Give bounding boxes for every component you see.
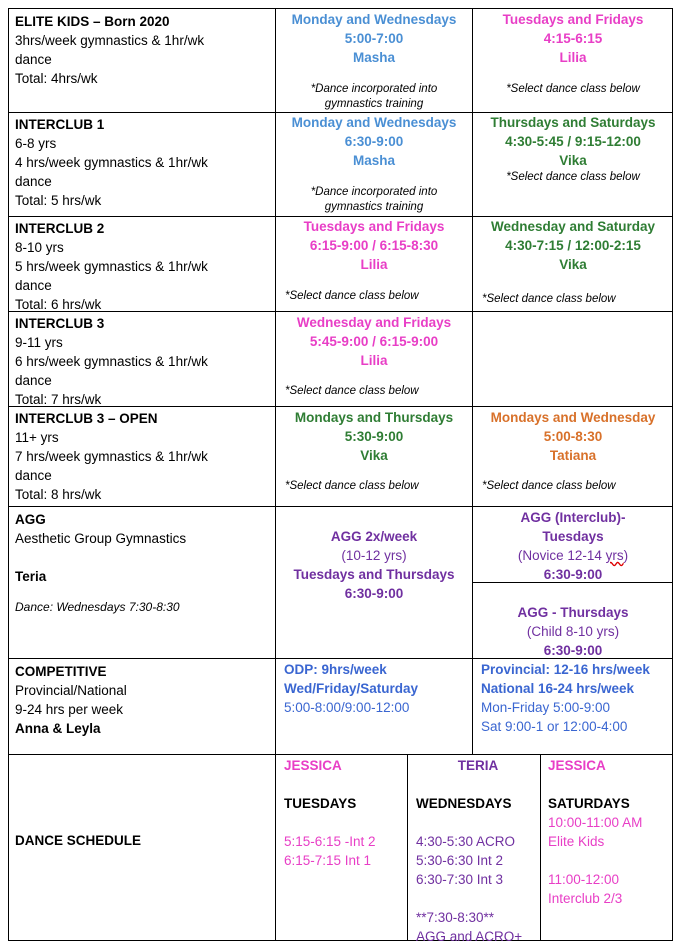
- class-coach: Vika: [559, 257, 587, 272]
- dance-time: 5:30-6:30 Int 2: [416, 853, 504, 868]
- class-days: Thursdays and Saturdays: [490, 115, 656, 130]
- class-days: Tuesdays and Fridays: [502, 12, 644, 27]
- instructor-name: TERIA: [457, 758, 499, 773]
- note-line: gymnastics training: [324, 98, 424, 110]
- program-title: AGG: [15, 512, 46, 527]
- class-time: 6:30-9:00: [344, 586, 404, 601]
- program-line: Total: 5 hrs/wk: [15, 193, 102, 208]
- dance-note: *Select dance class below: [285, 290, 419, 302]
- class-time: Sat 9:00-1 or 12:00-4:00: [481, 719, 628, 734]
- row-divider: [8, 506, 673, 507]
- class-days: Mondays and Thursdays: [294, 410, 454, 425]
- program-line: 6-8 yrs: [15, 136, 57, 151]
- program-title: INTERCLUB 2: [15, 221, 105, 236]
- program-line: Provincial/National: [15, 683, 127, 698]
- dance-note: *Select dance class below: [506, 83, 640, 95]
- dance-time: Elite Kids: [548, 834, 605, 849]
- border-dance-a: [407, 754, 408, 941]
- dance-day: WEDNESDAYS: [416, 796, 512, 811]
- class-name: AGG (Interclub)-: [520, 510, 626, 525]
- agg-dance-note: Dance: Wednesdays 7:30-8:30: [15, 600, 180, 614]
- class-age-unit: yrs: [605, 548, 624, 563]
- class-time: 5:30-9:00: [344, 429, 404, 444]
- class-time: 6:15-9:00 / 6:15-8:30: [309, 238, 439, 253]
- border-top: [8, 8, 673, 9]
- class-days: Wed/Friday/Saturday: [284, 681, 419, 696]
- border-bottom: [8, 940, 673, 941]
- class-time: 4:30-5:45 / 9:15-12:00: [505, 134, 641, 149]
- program-line: Total: 8 hrs/wk: [15, 487, 102, 502]
- dance-time: 10:00-11:00 AM: [548, 815, 643, 830]
- class-age: (Child 8-10 yrs): [526, 624, 620, 639]
- dance-note: *Select dance class below: [482, 480, 616, 492]
- instructor-name: JESSICA: [284, 758, 342, 773]
- agg-option-3: [473, 603, 673, 660]
- class-name: Provincial: 12-16 hrs/week: [481, 662, 650, 677]
- dance-time: 6:30-7:30 Int 3: [416, 872, 504, 887]
- class-time: 5:45-9:00 / 6:15-9:00: [309, 334, 439, 349]
- interclub-2-option-2: [473, 217, 673, 274]
- dance-day: SATURDAYS: [548, 796, 630, 811]
- class-time: 4:15-6:15: [543, 31, 603, 46]
- class-coach: Tatiana: [549, 448, 597, 463]
- class-name: ODP: 9hrs/week: [284, 662, 387, 677]
- dance-col-teria-wed: [416, 756, 540, 946]
- dance-note: [276, 185, 472, 215]
- class-age: (10-12 yrs): [341, 548, 407, 563]
- elite-kids-info: [0, 10, 275, 88]
- program-title: COMPETITIVE: [15, 664, 107, 679]
- program-line: Total: 6 hrs/wk: [15, 297, 102, 312]
- agg-option-2: [473, 508, 673, 584]
- program-line: 11+ yrs: [15, 430, 59, 445]
- dance-col-jessica-sat: [548, 756, 672, 908]
- dance-time: 4:30-5:30 ACRO: [416, 834, 516, 849]
- interclub-3-open-info: [0, 407, 275, 504]
- dance-note: [276, 82, 472, 112]
- dance-time: Interclub 2/3: [548, 891, 623, 906]
- class-coach: Lilia: [360, 353, 388, 368]
- class-days: Wednesday and Fridays: [296, 315, 452, 330]
- dance-day: TUESDAYS: [284, 796, 357, 811]
- interclub-1-info: [0, 113, 275, 210]
- class-time: 4:30-7:15 / 12:00-2:15: [505, 238, 641, 253]
- program-title: ELITE KIDS – Born 2020: [15, 14, 170, 29]
- program-line: dance: [15, 468, 52, 483]
- dance-schedule-label: DANCE SCHEDULE: [15, 833, 142, 848]
- interclub-1-option-2: [473, 113, 673, 170]
- class-days: Monday and Wednesdays: [291, 115, 457, 130]
- class-time: Mon-Friday 5:00-9:00: [481, 700, 611, 715]
- class-days: Tuesdays: [542, 529, 604, 544]
- dance-time: 5:15-6:15 -Int 2: [284, 834, 376, 849]
- dance-note: *Select dance class below: [482, 293, 616, 305]
- interclub-3-open-option-1: [276, 408, 472, 465]
- program-title: INTERCLUB 3 – OPEN: [15, 411, 158, 426]
- dance-note: *Select dance class below: [285, 480, 419, 492]
- program-line: 5 hrs/week gymnastics & 1hr/wk: [15, 259, 208, 274]
- class-age-close: ): [623, 548, 629, 563]
- note-line: gymnastics training: [324, 201, 424, 213]
- dance-time: 11:00-12:00: [548, 872, 620, 887]
- dance-time: 6:15-7:15 Int 1: [284, 853, 372, 868]
- class-name: National 16-24 hrs/week: [481, 681, 635, 696]
- program-line: 7 hrs/week gymnastics & 1hr/wk: [15, 449, 208, 464]
- class-age: [473, 546, 673, 565]
- program-line: 6 hrs/week gymnastics & 1hr/wk: [15, 354, 208, 369]
- program-line: 3hrs/week gymnastics & 1hr/wk: [15, 33, 205, 48]
- class-coach: Vika: [360, 448, 388, 463]
- border-dance-b: [540, 754, 541, 941]
- program-coach: Anna & Leyla: [15, 721, 101, 736]
- program-line: 9-24 hrs per week: [15, 702, 124, 717]
- interclub-3-option-1: [276, 313, 472, 370]
- dance-time: AGG and ACRO+: [416, 929, 523, 944]
- dance-col-jessica-tue: [284, 756, 406, 870]
- interclub-3-info: [0, 312, 275, 409]
- class-name: AGG 2x/week: [330, 529, 418, 544]
- program-line: dance: [15, 278, 52, 293]
- note-line: *Dance incorporated into: [310, 83, 438, 95]
- class-time: 6:30-9:00: [543, 643, 603, 658]
- class-coach: Lilia: [360, 257, 388, 272]
- class-coach: Masha: [352, 50, 396, 65]
- class-name: AGG - Thursdays: [517, 605, 629, 620]
- agg-option-1: [276, 527, 472, 603]
- competitive-option-2: [481, 660, 673, 736]
- agg-info: [0, 508, 275, 586]
- class-time: 5:00-8:00/9:00-12:00: [284, 700, 410, 715]
- program-line: 8-10 yrs: [15, 240, 64, 255]
- program-coach: Teria: [15, 569, 47, 584]
- class-days: Mondays and Wednesday: [490, 410, 656, 425]
- program-title: INTERCLUB 1: [15, 117, 105, 132]
- note-line: *Dance incorporated into: [310, 186, 438, 198]
- competitive-option-1: [284, 660, 472, 717]
- program-title: INTERCLUB 3: [15, 316, 105, 331]
- class-days: Tuesdays and Thursdays: [293, 567, 455, 582]
- class-time: 6:30-9:00: [543, 567, 603, 582]
- program-line: Total: 4hrs/wk: [15, 71, 98, 86]
- program-line: 9-11 yrs: [15, 335, 63, 350]
- interclub-2-info: [0, 217, 275, 314]
- dance-time: **7:30-8:30**: [416, 910, 495, 925]
- program-line: dance: [15, 373, 52, 388]
- elite-kids-option-1: [276, 10, 472, 67]
- class-time: 5:00-8:30: [543, 429, 603, 444]
- class-time: 5:00-7:00: [344, 31, 404, 46]
- program-line: 4 hrs/week gymnastics & 1hr/wk: [15, 155, 208, 170]
- class-coach: Vika: [559, 153, 587, 168]
- class-days: Wednesday and Saturday: [490, 219, 656, 234]
- elite-kids-option-2: [473, 10, 673, 67]
- interclub-2-option-1: [276, 217, 472, 274]
- competitive-info: [0, 660, 275, 738]
- class-age-text: (Novice 12-14: [517, 548, 606, 563]
- class-time: 6:30-9:00: [344, 134, 404, 149]
- class-days: Monday and Wednesdays: [291, 12, 457, 27]
- class-days: Tuesdays and Fridays: [303, 219, 445, 234]
- program-line: Aesthetic Group Gymnastics: [15, 531, 187, 546]
- interclub-1-option-1: [276, 113, 472, 170]
- dance-note: *Select dance class below: [506, 171, 640, 183]
- dance-note: *Select dance class below: [285, 385, 419, 397]
- program-line: Total: 7 hrs/wk: [15, 392, 102, 407]
- instructor-name: JESSICA: [548, 758, 606, 773]
- interclub-3-open-option-2: [473, 408, 673, 465]
- class-coach: Masha: [352, 153, 396, 168]
- row-divider: [8, 754, 673, 755]
- program-line: dance: [15, 174, 52, 189]
- class-coach: Lilia: [559, 50, 587, 65]
- program-line: dance: [15, 52, 52, 67]
